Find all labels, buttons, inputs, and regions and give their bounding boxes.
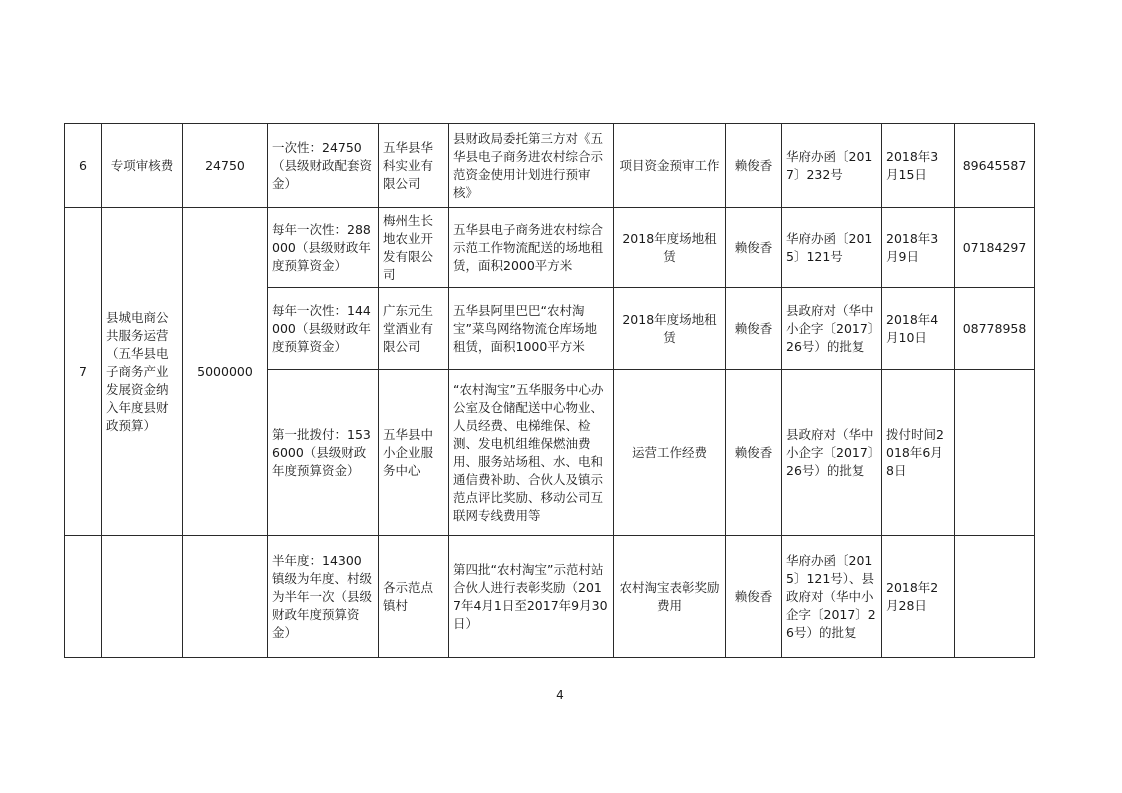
row-number: 6 [65,124,102,208]
usage-purpose: 2018年度场地租赁 [614,288,726,370]
recipient-unit: 各示范点镇村 [379,536,449,658]
responsible-person: 赖俊香 [726,208,782,288]
payment-date: 2018年3月15日 [882,124,955,208]
approval-document: 华府办函〔2015〕121号）、县政府对（华中小企字〔2017〕26号）的批复 [782,536,882,658]
usage-content: “农村淘宝”五华服务中心办公室及仓储配送中心物业、人员经费、电梯维保、检测、发电机组维保燃油费用、服务站场租、水、电和通信费补助、合伙人及镇示范点评比奖励、移动公司互联网专线费用等 [449,370,614,536]
item-name: 专项审核费 [102,124,183,208]
recipient-unit: 五华县华科实业有限公司 [379,124,449,208]
voucher-number [955,370,1035,536]
approval-document: 华府办函〔2017〕232号 [782,124,882,208]
approval-document: 县政府对（华中小企字〔2017〕26号）的批复 [782,288,882,370]
voucher-number [955,536,1035,658]
approval-document: 华府办函〔2015〕121号 [782,208,882,288]
usage-content: 第四批“农村淘宝”示范村站合伙人进行表彰奖励（2017年4月1日至2017年9月30日） [449,536,614,658]
responsible-person: 赖俊香 [726,370,782,536]
usage-purpose: 项目资金预审工作 [614,124,726,208]
row-number: 7 [65,208,102,536]
payment-date: 2018年4月10日 [882,288,955,370]
fund-detail: 第一批拨付：1536000（县级财政年度预算资金） [268,370,379,536]
fund-usage-table [64,123,1035,658]
usage-content: 五华县阿里巴巴“农村淘宝”菜鸟网络物流仓库场地租赁，面积1000平方米 [449,288,614,370]
payment-date: 2018年3月9日 [882,208,955,288]
voucher-number: 08778958 [955,288,1035,370]
voucher-number: 07184297 [955,208,1035,288]
usage-content: 县财政局委托第三方对《五华县电子商务进农村综合示范资金使用计划进行预审核》 [449,124,614,208]
payment-date: 拨付时间2018年6月8日 [882,370,955,536]
item-name [102,536,183,658]
payment-date: 2018年2月28日 [882,536,955,658]
item-amount [183,536,268,658]
fund-detail: 半年度：14300镇级为年度、村级为半年一次（县级财政年度预算资金） [268,536,379,658]
page-number: 4 [556,688,564,702]
recipient-unit: 广东元生堂酒业有限公司 [379,288,449,370]
item-name: 县城电商公共服务运营（五华县电子商务产业发展资金纳入年度县财政预算） [102,208,183,536]
recipient-unit: 五华县中小企业服务中心 [379,370,449,536]
usage-purpose: 农村淘宝表彰奖励费用 [614,536,726,658]
approval-document: 县政府对（华中小企字〔2017〕26号）的批复 [782,370,882,536]
item-amount: 5000000 [183,208,268,536]
item-amount: 24750 [183,124,268,208]
table-row-7-1 [65,208,1035,288]
row-number [65,536,102,658]
recipient-unit: 梅州生长地农业开发有限公司 [379,208,449,288]
usage-purpose: 2018年度场地租赁 [614,208,726,288]
responsible-person: 赖俊香 [726,536,782,658]
fund-detail: 一次性：24750（县级财政配套资金） [268,124,379,208]
responsible-person: 赖俊香 [726,124,782,208]
fund-detail: 每年一次性：144000（县级财政年度预算资金） [268,288,379,370]
fund-detail: 每年一次性：288000（县级财政年度预算资金） [268,208,379,288]
table-row-8 [65,536,1035,658]
responsible-person: 赖俊香 [726,288,782,370]
usage-content: 五华县电子商务进农村综合示范工作物流配送的场地租赁，面积2000平方米 [449,208,614,288]
usage-purpose: 运营工作经费 [614,370,726,536]
voucher-number: 89645587 [955,124,1035,208]
table-row-6 [65,124,1035,208]
